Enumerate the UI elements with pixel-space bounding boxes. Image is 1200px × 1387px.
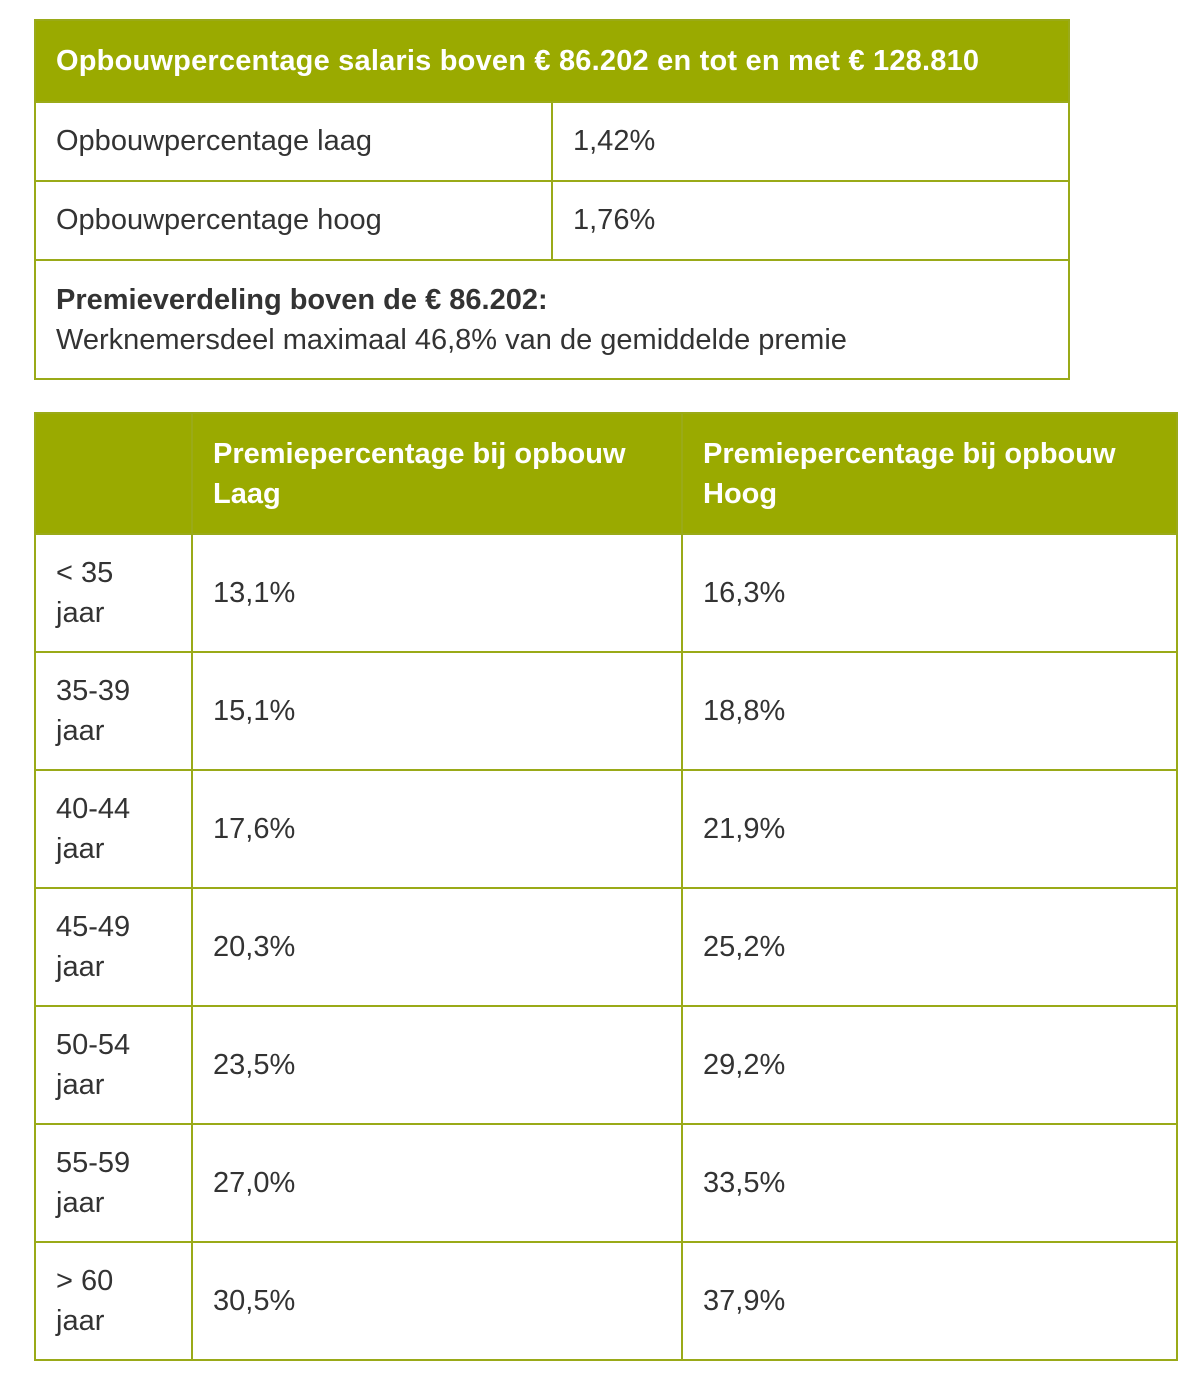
table-header-row — [35, 413, 1177, 534]
high-premium-cell: 33,5% — [682, 1124, 1177, 1242]
premium-table-body — [35, 534, 1177, 1360]
accrual-high-value: 1,76% — [552, 181, 1069, 260]
low-premium-cell: 15,1% — [192, 652, 682, 770]
high-column-header: Premiepercentage bij opbouw Hoog — [682, 413, 1177, 534]
age-cell: 40-44 jaar — [35, 770, 192, 888]
low-premium-cell: 27,0% — [192, 1124, 682, 1242]
high-premium-cell: 21,9% — [682, 770, 1177, 888]
high-premium-cell: 37,9% — [682, 1242, 1177, 1360]
high-premium-cell: 18,8% — [682, 652, 1177, 770]
age-cell: 45-49 jaar — [35, 888, 192, 1006]
premium-distribution-text: Werknemersdeel maximaal 46,8% van de gemiddelde premie — [56, 323, 847, 356]
accrual-percentage-table — [34, 19, 1070, 380]
age-column-header — [35, 413, 192, 534]
age-cell: 50-54 jaar — [35, 1006, 192, 1124]
accrual-table-header: Opbouwpercentage salaris boven € 86.202 en tot en met € 128.810 — [35, 20, 1069, 102]
age-cell: 55-59 jaar — [35, 1124, 192, 1242]
table-row — [35, 888, 1177, 1006]
premium-distribution-note — [35, 260, 1069, 379]
table-row — [35, 652, 1177, 770]
high-premium-cell: 29,2% — [682, 1006, 1177, 1124]
low-column-header: Premiepercentage bij opbouw Laag — [192, 413, 682, 534]
table-row — [35, 102, 1069, 181]
table-row — [35, 181, 1069, 260]
table-row — [35, 1124, 1177, 1242]
table-row — [35, 260, 1069, 379]
high-premium-cell: 16,3% — [682, 534, 1177, 652]
low-premium-cell: 20,3% — [192, 888, 682, 1006]
table-row — [35, 1242, 1177, 1360]
age-cell: < 35 jaar — [35, 534, 192, 652]
age-cell: > 60 jaar — [35, 1242, 192, 1360]
high-premium-cell: 25,2% — [682, 888, 1177, 1006]
age-cell: 35-39 jaar — [35, 652, 192, 770]
table-row — [35, 770, 1177, 888]
low-premium-cell: 23,5% — [192, 1006, 682, 1124]
premium-percentage-table — [34, 412, 1178, 1361]
low-premium-cell: 17,6% — [192, 770, 682, 888]
accrual-low-value: 1,42% — [552, 102, 1069, 181]
table-row — [35, 534, 1177, 652]
accrual-high-label: Opbouwpercentage hoog — [35, 181, 552, 260]
low-premium-cell: 13,1% — [192, 534, 682, 652]
low-premium-cell: 30,5% — [192, 1242, 682, 1360]
premium-distribution-title: Premieverdeling boven de € 86.202: — [56, 283, 548, 316]
table-row — [35, 1006, 1177, 1124]
accrual-low-label: Opbouwpercentage laag — [35, 102, 552, 181]
